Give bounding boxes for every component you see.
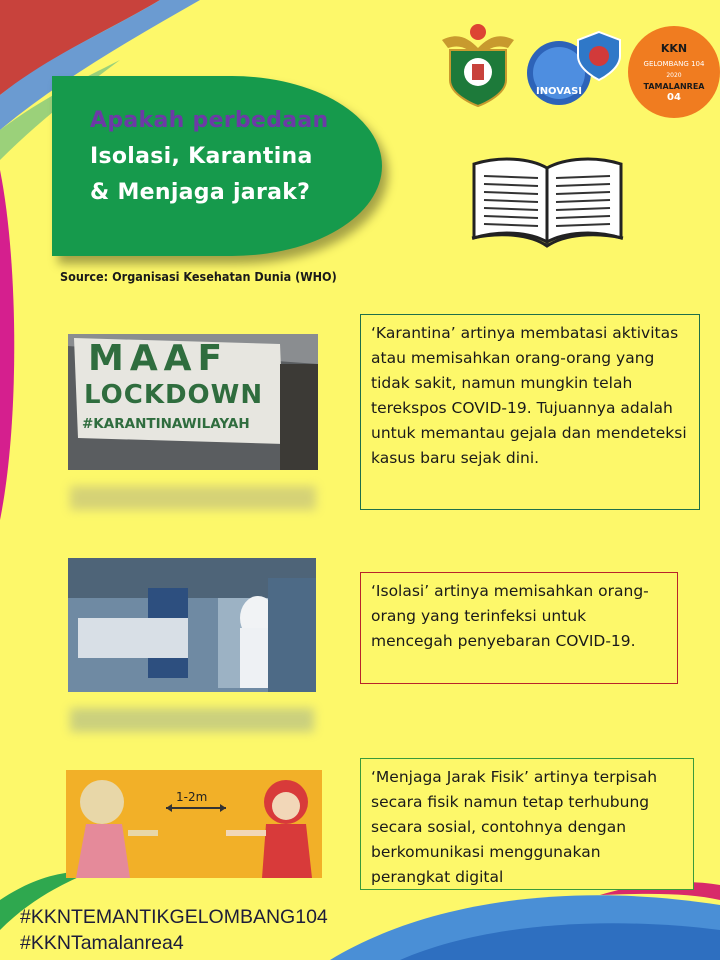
hospital-photo [68,558,316,692]
lockdown-photo [68,334,318,470]
hospital-photo-reflection [70,708,314,732]
kkn-logo [628,26,720,118]
kkn-logo-line-1: KKN [660,42,688,55]
source-caption: Source: Organisasi Kesehatan Dunia (WHO) [60,269,337,284]
magenta-side-shape [0,170,14,520]
isolasi-text: ‘Isolasi’ artinya memisahkan orang-orang yang terinfeksi untuk mencegah penyebaran COVID-19. [371,582,649,650]
lockdown-sign-line-3: #KARANTINAWILAYAH [82,416,250,432]
lockdown-sign-line-2: LOCKDOWN [84,380,264,410]
distancing-illustration [66,770,322,878]
hashtag-1: #KKNTEMANTIKGELOMBANG104 [20,906,328,928]
distance-label: 1-2m [176,790,208,804]
open-book-icon [470,150,625,250]
jarak-fisik-text: ‘Menjaga Jarak Fisik’ artinya terpisah secara fisik namun tetap terhubung secara sosial, contohnya dengan berkomunikasi menggunakan perangkat digital [371,768,658,886]
title-line-2: Isolasi, Karantina [90,144,313,169]
lockdown-sign-line-1: MAAF [88,338,229,379]
title-line-3: & Menjaga jarak? [90,180,311,205]
isolasi-info-box [360,572,678,684]
karantina-info-box [360,314,700,510]
lockdown-photo-reflection [70,486,316,510]
title-banner [52,76,382,256]
university-logo [438,18,518,108]
kkn-logo-line-4: TAMALANREA [643,82,705,91]
title-line-1: Apakah perbedaan [90,108,329,133]
karantina-text: ‘Karantina’ artinya membatasi aktivitas atau memisahkan orang-orang yang tidak sakit, namun mungkin telah terekspos COVID-19. Tujuannya adalah untuk memantau gejala dan mendeteksi kasus baru sejak dini. [371,324,687,467]
kkn-logo-line-2: GELOMBANG 104 [643,60,705,68]
kkn-logo-line-3: 2020 [666,72,682,79]
inovasi-logo-text: INOVASI [535,86,583,97]
kkn-logo-line-5: 04 [667,92,681,103]
hashtag-2: #KKNTamalanrea4 [20,932,184,954]
shield-logo [576,30,622,82]
jarak-fisik-info-box [360,758,694,890]
